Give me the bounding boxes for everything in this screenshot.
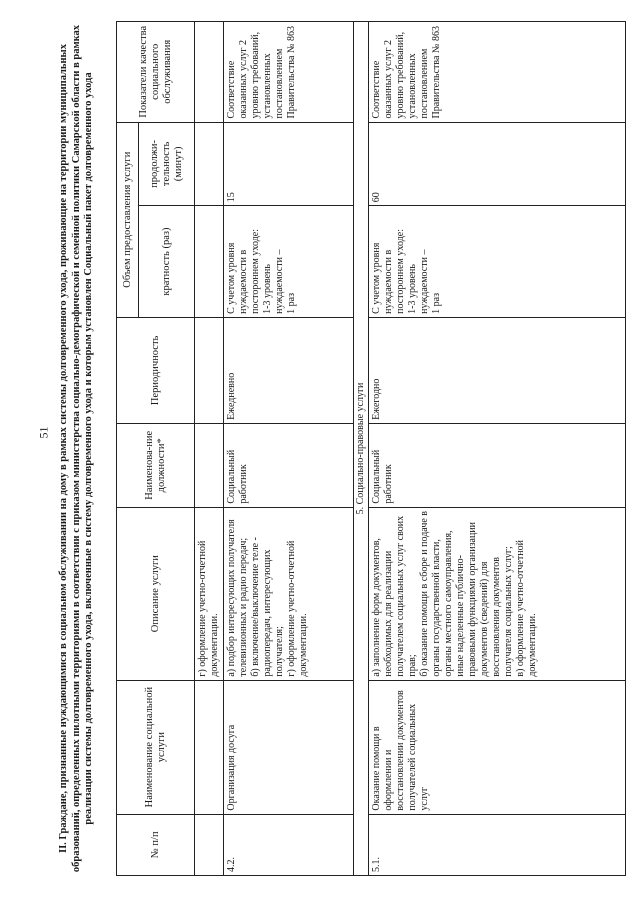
- row-num: 4.2.: [224, 814, 354, 875]
- desc-cell: г) оформление учетно-отчетной документации.: [195, 507, 224, 680]
- section-heading: 5. Социально-правовые услуги: [354, 22, 369, 876]
- header-frequency: кратность (раз): [139, 206, 195, 318]
- periodicity-cell: Ежегодно: [369, 317, 626, 423]
- frequency-cell: С учетом уровня нуждаемости в постороннем уходе: 1-3 уровень нуждаемости – 1 раз: [369, 206, 626, 318]
- duration-cell: 60: [369, 122, 626, 206]
- quality-cell: Соответствие оказанных услуг 2 уровню требований, установленных постановлением Правительства № 863: [224, 22, 354, 123]
- page-number: 51: [36, 426, 51, 439]
- periodicity-cell: Ежедневно: [224, 317, 354, 423]
- service-name: Оказание помощи в оформлении и восстановлении документов получателей социальных услуг: [369, 680, 626, 814]
- rotated-page-content: [58, 21, 628, 876]
- row-num: 5.1.: [369, 814, 626, 875]
- table-row: [369, 22, 626, 876]
- frequency-cell: С учетом уровня нуждаемости в постороннем уходе: 1-3 уровень нуждаемости – 1 раз: [224, 206, 354, 318]
- header-name: Наименование социальной услуги: [117, 680, 195, 814]
- header-position: Наименова-ние должности*: [117, 423, 195, 507]
- header-quality: Показатели качества социального обслуживания: [117, 22, 195, 123]
- position-cell: Социальный работник: [224, 423, 354, 507]
- services-table: [116, 21, 626, 876]
- table-row: [195, 22, 224, 876]
- header-num: № п/п: [117, 814, 195, 875]
- table-row: [224, 22, 354, 876]
- desc-cell: а) заполнение форм документов, необходимых для реализации получателем социальных услуг своих прав; б) оказание помощи в сборе и подаче в органы государственной власти, органы местного самоуправления, иные наделенные публично-правовыми функциями организации документов (сведений) для восстановления документов получателя социальных услуг; в) оформление учетно-отчетной документации.: [369, 507, 626, 680]
- section-title: II. Граждане, признанные нуждающимися в социальном обслуживании на дому в рамках системы долговременного ухода, проживающие на территории муниципальных образований, определенных пилотными территориями в соответствии с приказом министерства социально-демографической и семейной политики Самарской области в рамках реализации системы долговременного ухода, включенные в систему долговременного ухода и которым установлен Социальный пакет долговременного ухода: [58, 24, 94, 873]
- duration-cell: 15: [224, 122, 354, 206]
- header-desc: Описание услуги: [117, 507, 195, 680]
- header-periodicity: Периодичность: [117, 317, 195, 423]
- desc-cell: а) подбор интересующих получателя телевизионных и радио передач; б) включение/выключение теле - радиопередач, интересующих получателя; г) оформление учетно-отчетной документации.: [224, 507, 354, 680]
- service-name: Организация досуга: [224, 680, 354, 814]
- position-cell: Социальный работник: [369, 423, 626, 507]
- header-volume: Объем предоставления услуги: [117, 122, 139, 317]
- quality-cell: Соответствие оказанных услуг 2 уровню требований, установленных постановлением Правительства № 863: [369, 22, 626, 123]
- header-duration: продолжи-тельность (минут): [139, 122, 195, 206]
